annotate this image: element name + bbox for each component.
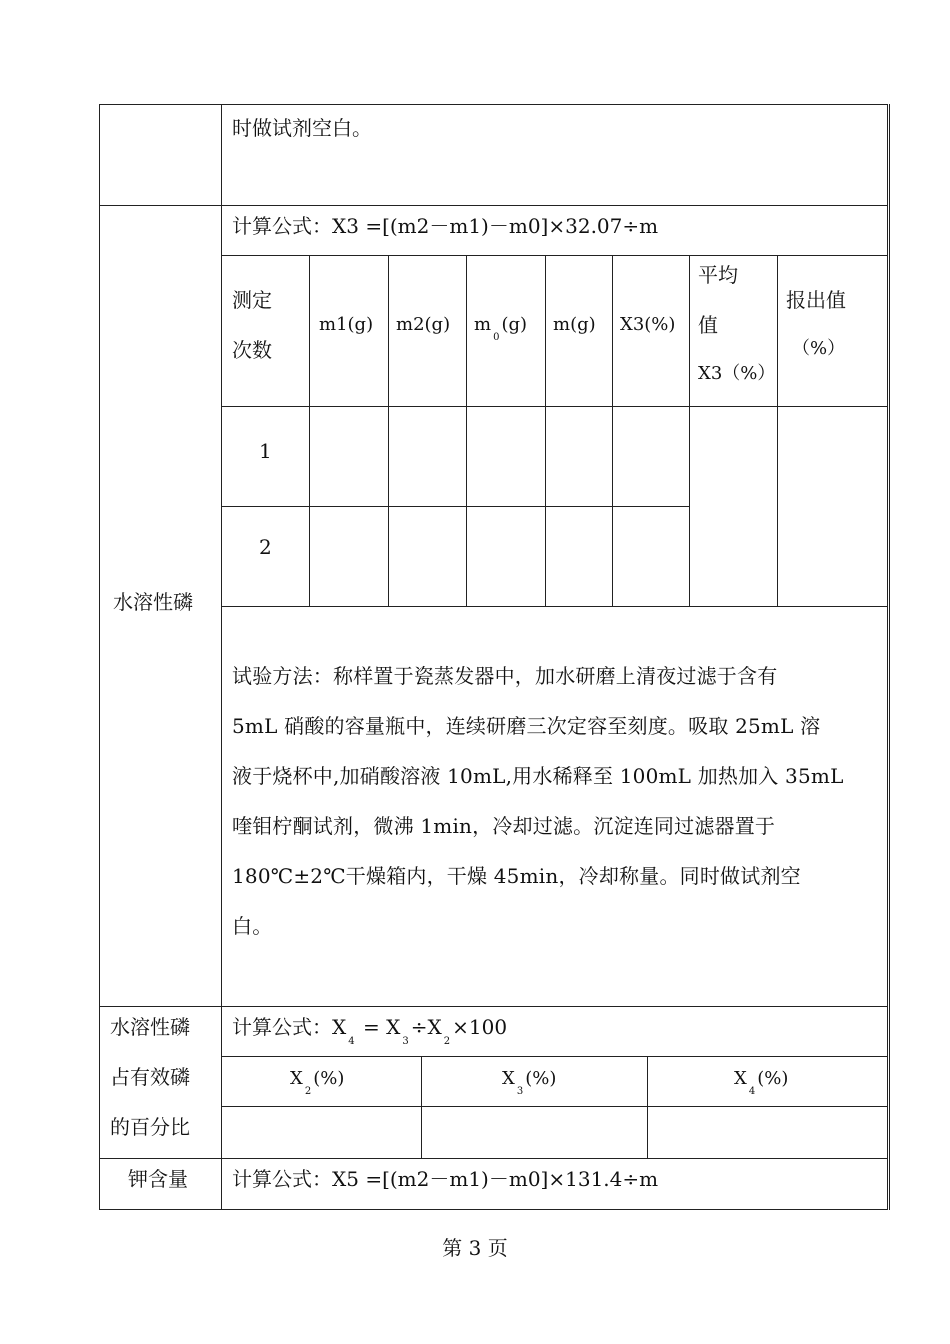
table-border-top — [99, 104, 888, 105]
header-avg-line3: X3（%） — [698, 363, 776, 384]
column-divider — [545, 255, 546, 606]
header-avg-line1: 平均 — [698, 263, 738, 287]
ratio-col-x4 — [734, 1068, 789, 1097]
header-report-line2: （%） — [792, 338, 846, 359]
column-divider — [388, 255, 389, 606]
ratio-col-x3-x: X — [502, 1068, 515, 1089]
ratio-col-x4-sub: 4 — [748, 1086, 756, 1097]
ratio-formula-x: X — [386, 1015, 401, 1039]
row-divider — [221, 1056, 888, 1057]
column-divider — [689, 255, 690, 606]
method-line: 试验方法：称样置于瓷蒸发器中，加水研磨上清夜过滤于含有 — [232, 664, 778, 688]
column-divider — [421, 1056, 422, 1158]
method-line: 180℃±2℃干燥箱内，干燥 45min，冷却称量。同时做试剂空 — [232, 864, 801, 888]
column-divider — [612, 255, 613, 606]
page-number: 第 3 页 — [442, 1236, 508, 1260]
ratio-formula-sub3: 3 — [402, 1036, 409, 1047]
header-m0-sub: 0 — [493, 332, 500, 343]
method-line: 液于烧杯中,加硝酸溶液 10mL,用水稀释至 100mL 加热加入 35mL — [232, 764, 844, 788]
ratio-col-x3-sub: 3 — [516, 1086, 524, 1097]
ratio-formula-x: X — [332, 1015, 347, 1039]
table-border-left — [99, 104, 100, 1210]
water-p-formula: 计算公式：X3 =[(m2－m1)－m0]×32.07÷m — [232, 214, 659, 238]
row-divider — [99, 1006, 888, 1007]
ratio-formula-eq: = — [356, 1015, 387, 1039]
table-border-right — [887, 104, 888, 1210]
table-border-bottom — [99, 1209, 888, 1210]
header-m0-base: m — [474, 314, 492, 335]
ratio-col-x3-unit: (%) — [525, 1068, 557, 1089]
row-number-1: 1 — [259, 439, 272, 463]
ratio-col-x2-unit: (%) — [313, 1068, 345, 1089]
header-m0-unit: (g) — [501, 314, 528, 335]
header-x3: X3(%) — [620, 314, 676, 335]
row-divider — [99, 1158, 888, 1159]
ratio-formula-div: ÷ — [410, 1015, 428, 1039]
row-divider — [221, 255, 888, 256]
continued-method-text: 时做试剂空白。 — [232, 116, 372, 140]
ratio-col-x4-x: X — [734, 1068, 747, 1089]
header-avg-line2: 值 — [698, 313, 718, 337]
method-line: 5mL 硝酸的容量瓶中，连续研磨三次定容至刻度。吸取 25mL 溶 — [232, 714, 821, 738]
potassium-label: 钾含量 — [128, 1167, 188, 1191]
column-divider — [466, 255, 467, 606]
ratio-col-x3 — [502, 1068, 557, 1097]
ratio-formula-prefix: 计算公式： — [232, 1015, 332, 1039]
header-report-line1: 报出值 — [786, 288, 846, 312]
header-m1: m1(g) — [319, 314, 374, 335]
ratio-formula-x: X — [427, 1015, 442, 1039]
header-times-line1: 测定 — [232, 288, 272, 312]
water-soluble-p-label: 水溶性磷 — [113, 590, 193, 614]
ratio-label-line3: 的百分比 — [110, 1115, 190, 1139]
method-line: 喹钼柠酮试剂，微沸 1min，冷却过滤。沉淀连同过滤器置于 — [232, 814, 776, 838]
ratio-label-line2: 占有效磷 — [110, 1065, 190, 1089]
ratio-label-line1: 水溶性磷 — [110, 1015, 190, 1039]
ratio-formula-sub2: 2 — [443, 1036, 451, 1047]
label-column-divider — [221, 104, 222, 1210]
header-m: m(g) — [553, 314, 596, 335]
ratio-col-x2 — [290, 1068, 345, 1097]
row-divider — [221, 1106, 888, 1107]
test-method-paragraph — [232, 651, 882, 951]
row-divider — [221, 506, 689, 507]
ratio-col-x2-x: X — [290, 1068, 303, 1089]
row-divider — [221, 606, 888, 607]
row-divider — [99, 205, 888, 206]
header-m2: m2(g) — [396, 314, 451, 335]
ratio-col-x2-sub: 2 — [304, 1086, 312, 1097]
column-divider — [777, 255, 778, 606]
ratio-formula-times100: ×100 — [452, 1015, 508, 1039]
column-divider — [309, 255, 310, 606]
table-border-right-shadow — [889, 104, 890, 1210]
column-divider — [647, 1056, 648, 1158]
potassium-formula: 计算公式：X5 =[(m2－m1)－m0]×131.4÷m — [232, 1167, 659, 1191]
row-number-2: 2 — [259, 535, 272, 559]
ratio-formula-sub4: 4 — [348, 1036, 355, 1047]
header-m0 — [474, 314, 528, 343]
row-divider — [221, 406, 888, 407]
header-times-line2: 次数 — [232, 338, 272, 362]
ratio-formula — [232, 1015, 508, 1047]
method-line: 白。 — [232, 914, 273, 938]
ratio-col-x4-unit: (%) — [757, 1068, 789, 1089]
